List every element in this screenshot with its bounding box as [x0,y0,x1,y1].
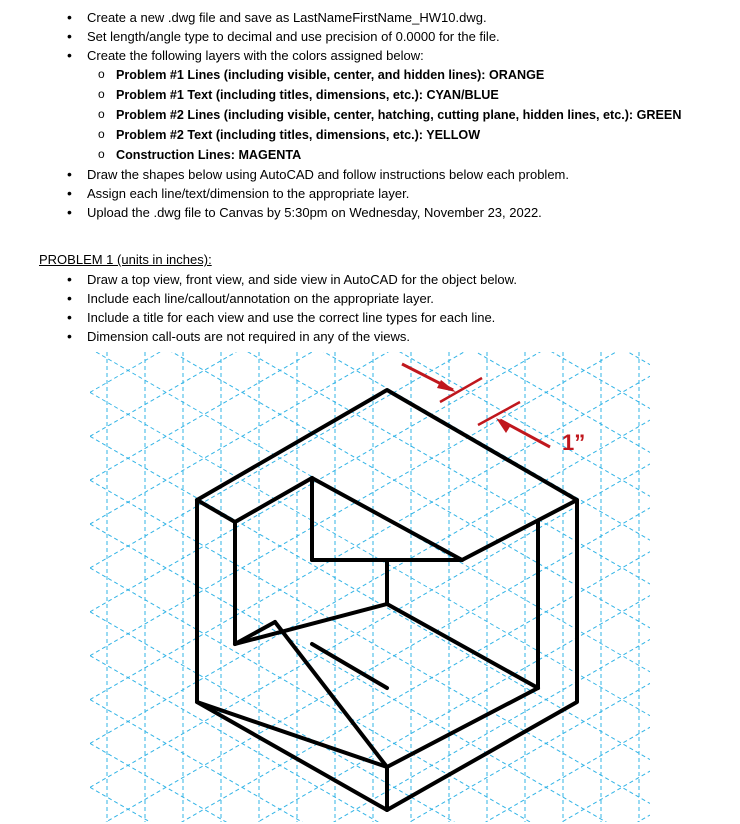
grid-line [90,568,650,822]
dimension-label: 1” [562,430,586,455]
grid-line [90,352,650,480]
grid-line [90,352,650,612]
list-item: • Create a new .dwg file and save as LastNameFirstName_HW10.dwg. [0,8,681,27]
top-face-edge [235,478,312,522]
dimension-extension-line [440,378,482,402]
grid-line [90,464,650,787]
grid-line [90,480,650,803]
list-item: • Set length/angle type to decimal and use precision of 0.0000 for the file. [0,27,681,46]
instructions-list [0,8,681,222]
layer-item: o Construction Lines: MAGENTA [0,145,681,165]
grid-line [90,436,650,759]
grid-line [90,376,650,699]
dimension-callout [402,364,585,455]
grid-line [90,771,650,822]
grid-line [90,656,650,822]
top-face-edge [462,500,577,560]
grid-line [90,420,650,743]
layer-item: o Problem #1 Lines (including visible, center, and hidden lines): ORANGE [0,65,681,85]
problem-1-list [0,270,517,346]
grid-line [90,352,650,436]
top-face-edge [197,500,235,522]
top-face-edge [312,478,462,560]
grid-line [90,508,650,822]
layer-item: o Problem #2 Lines (including visible, center, hatching, cutting plane, hidden lines, etc.): GREEN [0,105,681,125]
grid-line [90,352,650,628]
ramp-edge [387,688,538,767]
grid-line [90,815,650,822]
grid-line [90,612,650,822]
isometric-grid [90,352,650,822]
layer-item: o Problem #1 Text (including titles, dimensions, etc.): CYAN/BLUE [0,85,681,105]
list-item: • Draw a top view, front view, and side view in AutoCAD for the object below. [0,270,517,289]
grid-line [90,727,650,822]
list-item: • Upload the .dwg file to Canvas by 5:30pm on Wednesday, November 23, 2022. [0,203,681,222]
layer-item: o Problem #2 Text (including titles, dimensions, etc.): YELLOW [0,125,681,145]
list-item: • Assign each line/text/dimension to the appropriate layer. [0,184,681,203]
list-item: • Create the following layers with the colors assigned below: [0,46,681,65]
ramp-edge [275,622,387,767]
list-item: • Include each line/callout/annotation on the appropriate layer. [0,289,517,308]
grid-line [90,552,650,822]
isometric-figure [90,352,650,822]
grid-line [90,352,650,392]
grid-line [90,524,650,822]
problem-1-heading: PROBLEM 1 (units in inches): [39,252,212,267]
list-item: • Draw the shapes below using AutoCAD and follow instructions below each problem. [0,165,681,184]
list-item: • Include a title for each view and use the correct line types for each line. [0,308,517,327]
list-item: • Dimension call-outs are not required in any of the views. [0,327,517,346]
